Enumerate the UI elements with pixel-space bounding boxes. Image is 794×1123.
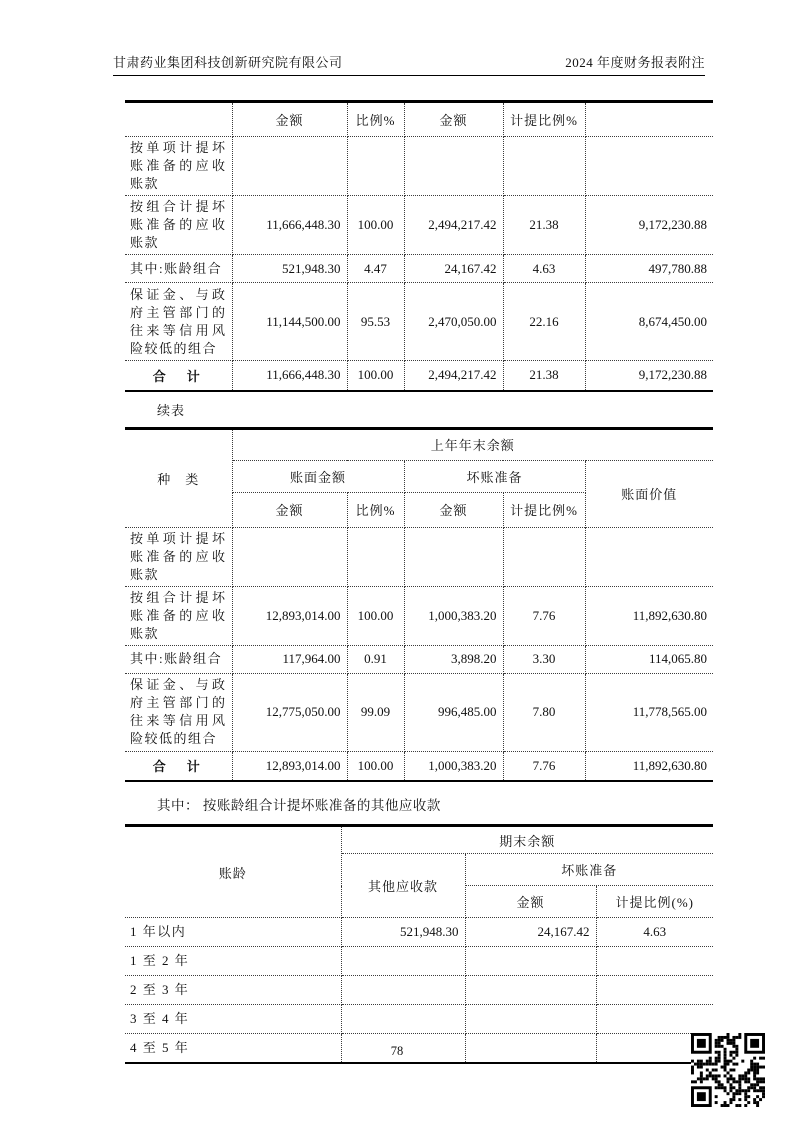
t2-col-baddebt-amount: 金额	[404, 492, 503, 527]
cell-provision: 3.30	[503, 645, 585, 673]
cell-amount: 11,666,448.30	[232, 361, 347, 391]
t2-col-provision-ratio: 计提比例%	[503, 492, 585, 527]
cell-baddebt: 24,167.42	[465, 918, 596, 947]
cell-amount: 12,893,014.00	[232, 751, 347, 781]
row-label: 按组合计提坏账准备的应收账款	[125, 196, 232, 255]
qr-code-image	[691, 1033, 765, 1107]
cell-ratio	[347, 527, 404, 586]
company-name: 甘肃药业集团科技创新研究院有限公司	[113, 55, 343, 70]
cell-baddebt: 1,000,383.20	[404, 586, 503, 645]
cell-baddebt	[465, 1005, 596, 1034]
cell-bookvalue: 497,780.88	[585, 255, 713, 283]
table1-header-row	[125, 102, 713, 137]
cell-provision: 7.80	[503, 673, 585, 751]
cell-provision: 7.76	[503, 751, 585, 781]
table2-header	[125, 428, 713, 527]
cell-ratio	[347, 137, 404, 196]
cell-ratio: 0.91	[347, 645, 404, 673]
row-label: 1 年以内	[125, 918, 341, 947]
t2-col-category: 种 类	[125, 428, 232, 527]
row-label: 4 至 5 年	[125, 1034, 341, 1063]
cell-other-receivables: 521,948.30	[341, 918, 465, 947]
cell-bookvalue: 11,778,565.00	[585, 673, 713, 751]
row-label-total: 合 计	[125, 361, 232, 391]
table-row	[125, 1005, 713, 1034]
cell-baddebt: 2,494,217.42	[404, 361, 503, 391]
cell-baddebt	[465, 976, 596, 1005]
t3-col-amount: 金额	[465, 886, 596, 918]
t2-group-bad-debt: 坏账准备	[404, 460, 585, 492]
t3-group-bad-debt: 坏账准备	[465, 854, 713, 886]
cell-ratio: 100.00	[347, 196, 404, 255]
cell-provision	[503, 137, 585, 196]
t1-col-blank-right	[585, 102, 713, 137]
row-label: 按组合计提坏账准备的应收账款	[125, 586, 232, 645]
table-row	[125, 283, 713, 361]
t3-col-provision-ratio: 计提比例(%)	[596, 886, 713, 918]
row-label: 2 至 3 年	[125, 976, 341, 1005]
row-label-total: 合 计	[125, 751, 232, 781]
table-row	[125, 586, 713, 645]
cell-bookvalue: 114,065.80	[585, 645, 713, 673]
table3-body	[125, 918, 713, 1063]
table-row	[125, 947, 713, 976]
page-content	[125, 100, 713, 1064]
cell-ratio: 100.00	[347, 586, 404, 645]
cell-provision: 22.16	[503, 283, 585, 361]
cell-ratio: 99.09	[347, 673, 404, 751]
t3-col-other-receivables: 其他应收款	[341, 854, 465, 918]
total-row	[125, 751, 713, 781]
cell-provision	[596, 976, 713, 1005]
page-number: 78	[390, 1044, 404, 1058]
row-label: 按单项计提坏账准备的应收账款	[125, 137, 232, 196]
table1-header	[125, 102, 713, 137]
qr-code	[691, 1033, 765, 1107]
cell-baddebt: 996,485.00	[404, 673, 503, 751]
cell-other-receivables	[341, 1005, 465, 1034]
row-label: 保证金、与政府主管部门的往来等信用风险较低的组合	[125, 283, 232, 361]
report-title: 2024 年度财务报表附注	[565, 55, 705, 70]
cell-ratio: 100.00	[347, 361, 404, 391]
cell-provision: 4.63	[596, 918, 713, 947]
cell-bookvalue: 11,892,630.80	[585, 751, 713, 781]
total-row	[125, 361, 713, 391]
cell-provision	[503, 527, 585, 586]
t1-col-ratio: 比例%	[347, 102, 404, 137]
t1-col-amount: 金额	[232, 102, 347, 137]
aging-analysis-table	[125, 824, 713, 1064]
page-header	[113, 52, 705, 76]
cell-amount	[232, 137, 347, 196]
t2-group-prior-year-balance: 上年年末余额	[232, 428, 713, 460]
cell-bookvalue: 11,892,630.80	[585, 586, 713, 645]
cell-provision: 21.38	[503, 361, 585, 391]
t1-col-baddebt-amount: 金额	[404, 102, 503, 137]
cell-bookvalue: 9,172,230.88	[585, 361, 713, 391]
table-row	[125, 196, 713, 255]
cell-baddebt	[465, 947, 596, 976]
cell-amount: 12,775,050.00	[232, 673, 347, 751]
table3-header	[125, 826, 713, 918]
row-label: 按单项计提坏账准备的应收账款	[125, 527, 232, 586]
table-row	[125, 976, 713, 1005]
t2-col-ratio: 比例%	[347, 492, 404, 527]
cell-amount: 11,666,448.30	[232, 196, 347, 255]
cell-provision	[596, 947, 713, 976]
t1-col-provision-ratio: 计提比例%	[503, 102, 585, 137]
cell-ratio: 100.00	[347, 751, 404, 781]
cell-baddebt: 24,167.42	[404, 255, 503, 283]
table-row	[125, 918, 713, 947]
cell-amount: 117,964.00	[232, 645, 347, 673]
cell-amount	[232, 527, 347, 586]
cell-baddebt	[404, 137, 503, 196]
row-label: 其中:账龄组合	[125, 255, 232, 283]
receivables-prior-year-table	[125, 427, 713, 783]
table-row	[125, 255, 713, 283]
receivables-current-period-table	[125, 100, 713, 392]
row-label: 其中:账龄组合	[125, 645, 232, 673]
cell-amount: 11,144,500.00	[232, 283, 347, 361]
cell-provision: 7.76	[503, 586, 585, 645]
cell-provision	[596, 1005, 713, 1034]
t2-col-amount: 金额	[232, 492, 347, 527]
cell-amount: 12,893,014.00	[232, 586, 347, 645]
t2-col-book-value: 账面价值	[585, 460, 713, 527]
table1-body	[125, 137, 713, 391]
t3-col-aging: 账龄	[125, 826, 341, 918]
cell-other-receivables	[341, 947, 465, 976]
continuation-label: 续表	[157, 402, 186, 418]
cell-baddebt: 3,898.20	[404, 645, 503, 673]
cell-baddebt: 2,494,217.42	[404, 196, 503, 255]
table-row	[125, 137, 713, 196]
cell-baddebt: 1,000,383.20	[404, 751, 503, 781]
t2-group-book-amount: 账面金额	[232, 460, 404, 492]
cell-amount: 521,948.30	[232, 255, 347, 283]
cell-ratio: 4.47	[347, 255, 404, 283]
cell-provision: 4.63	[503, 255, 585, 283]
table3-header-row-1	[125, 826, 713, 854]
cell-bookvalue: 8,674,450.00	[585, 283, 713, 361]
cell-bookvalue: 9,172,230.88	[585, 196, 713, 255]
cell-baddebt	[404, 527, 503, 586]
aging-section-note: 其中： 按账龄组合计提坏账准备的其他应收款	[157, 798, 441, 813]
cell-provision: 21.38	[503, 196, 585, 255]
cell-ratio: 95.53	[347, 283, 404, 361]
table-row	[125, 673, 713, 751]
row-label: 1 至 2 年	[125, 947, 341, 976]
table2-header-row-1	[125, 428, 713, 460]
cell-bookvalue	[585, 527, 713, 586]
row-label: 保证金、与政府主管部门的往来等信用风险较低的组合	[125, 673, 232, 751]
table-row	[125, 645, 713, 673]
table2-body	[125, 527, 713, 781]
cell-bookvalue	[585, 137, 713, 196]
table-row	[125, 527, 713, 586]
cell-baddebt: 2,470,050.00	[404, 283, 503, 361]
row-label: 3 至 4 年	[125, 1005, 341, 1034]
t1-col-blank-left	[125, 102, 232, 137]
cell-other-receivables	[341, 976, 465, 1005]
t3-group-ending-balance: 期末余额	[341, 826, 713, 854]
